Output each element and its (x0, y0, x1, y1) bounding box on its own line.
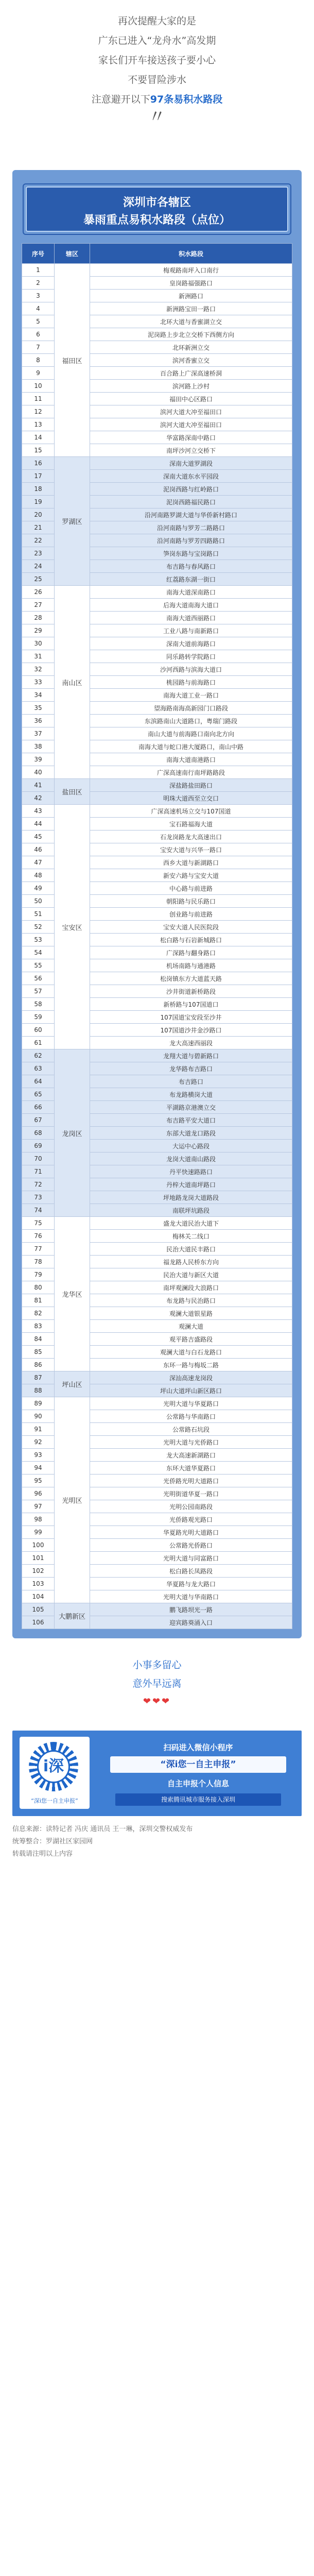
row-index: 61 (22, 1037, 55, 1049)
intro-line-4: 不要冒险涉水 (127, 74, 186, 86)
road-cell: 龙翔大道与碧新路口 (90, 1049, 292, 1062)
row-index: 18 (22, 483, 55, 496)
row-index: 42 (22, 792, 55, 805)
row-index: 16 (22, 457, 55, 470)
row-index: 102 (22, 1565, 55, 1578)
road-cell: 梅林关二线口 (90, 1230, 292, 1243)
row-index: 10 (22, 380, 55, 393)
road-cell: 平湖路京港澳立交 (90, 1101, 292, 1114)
row-index: 52 (22, 921, 55, 934)
road-cell: 深南大道东水平园段 (90, 470, 292, 483)
quote-mark-icon: 〃 (148, 107, 166, 127)
promo-line-2: “深i您一自主申报” (110, 1756, 286, 1773)
road-cell: 南坪观澜段大浪路口 (90, 1281, 292, 1294)
row-index: 79 (22, 1268, 55, 1281)
row-index: 103 (22, 1578, 55, 1590)
hearts-icon: ❤❤❤ (143, 1696, 171, 1707)
road-cell: 坪地路龙岗大道路段 (90, 1191, 292, 1204)
row-index: 62 (22, 1049, 55, 1062)
row-index: 99 (22, 1526, 55, 1539)
road-cell: 南山大道与前海路口南向北方向 (90, 727, 292, 740)
row-index: 68 (22, 1127, 55, 1140)
road-cell: 西乡大道与新湖路口 (90, 856, 292, 869)
row-index: 37 (22, 727, 55, 740)
row-index: 95 (22, 1475, 55, 1487)
road-cell: 宝安大道与兴华一路口 (90, 843, 292, 856)
row-index: 35 (22, 702, 55, 715)
table-row (22, 1371, 292, 1384)
district-cell: 罗湖区 (55, 457, 90, 586)
district-cell: 宝安区 (55, 805, 90, 1049)
row-index: 53 (22, 934, 55, 946)
road-cell: 东环大道华夏路口 (90, 1462, 292, 1475)
row-index: 96 (22, 1487, 55, 1500)
row-index: 26 (22, 586, 55, 599)
row-index: 67 (22, 1114, 55, 1127)
road-cell: 后海大道南海大道口 (90, 599, 292, 612)
district-cell: 龙岗区 (55, 1049, 90, 1217)
intro-section (0, 0, 314, 170)
table-row (22, 264, 292, 277)
road-cell: 松白路与石岩新城路口 (90, 934, 292, 946)
row-index: 36 (22, 715, 55, 727)
footer-note: 转载请注明以上内容 (12, 1850, 73, 1858)
road-cell: 南联坪坑路段 (90, 1204, 292, 1217)
row-index: 72 (22, 1178, 55, 1191)
footer-source: 信息来源：读特记者 冯庆 通讯员 王一琳，深圳交警权威发布 (12, 1825, 193, 1833)
row-index: 46 (22, 843, 55, 856)
row-index: 38 (22, 740, 55, 753)
road-cell: 公常路石坑段 (90, 1423, 292, 1436)
row-index: 54 (22, 946, 55, 959)
road-cell: 滨河大道大冲至福田口 (90, 405, 292, 418)
district-cell: 盐田区 (55, 779, 90, 805)
road-cell: 华夏路光明大道路口 (90, 1526, 292, 1539)
row-index: 21 (22, 521, 55, 534)
road-cell: 南海大道与蛇口港大厦路口，南山中路 (90, 740, 292, 753)
row-index: 4 (22, 302, 55, 315)
row-index: 5 (22, 315, 55, 328)
road-cell: 福田中心区路口 (90, 393, 292, 405)
road-cell: 新洲路口 (90, 290, 292, 302)
row-index: 25 (22, 573, 55, 586)
card-header (26, 187, 288, 232)
table-row (22, 457, 292, 470)
road-cell: 松岗镇东方大道蓝天路 (90, 972, 292, 985)
road-cell: 泥岗路上步北立交桥下西侧方向 (90, 328, 292, 341)
intro-line-2: 广东已进入“龙舟水”高发期 (98, 35, 216, 46)
promo-line-1: 扫码进入微信小程序 (163, 1743, 233, 1752)
row-index: 50 (22, 895, 55, 908)
road-cell: 龙岗大道南山路段 (90, 1153, 292, 1165)
intro-line-3: 家长们开车接送孩子要小心 (98, 55, 216, 66)
promo-text (100, 1731, 296, 1816)
road-cell: 宝安大道人民医院段 (90, 921, 292, 934)
row-index: 57 (22, 985, 55, 998)
road-cell: 盛龙大道民治大道下 (90, 1217, 292, 1230)
road-cell: 丹梓大道南坪路口 (90, 1178, 292, 1191)
row-index: 12 (22, 405, 55, 418)
road-cell: 布吉路平安大道口 (90, 1114, 292, 1127)
card-title-2: 暴雨重点易积水路段（点位） (83, 214, 231, 227)
road-cell: 东环一路与梅坂二路 (90, 1359, 292, 1371)
row-index: 91 (22, 1423, 55, 1436)
row-index: 76 (22, 1230, 55, 1243)
row-index: 97 (22, 1500, 55, 1513)
road-cell: 布龙路与民治路口 (90, 1294, 292, 1307)
road-cell: 明珠大道西至立交口 (90, 792, 292, 805)
row-index: 43 (22, 805, 55, 818)
road-cell: 东部大道龙口路段 (90, 1127, 292, 1140)
row-index: 7 (22, 341, 55, 354)
road-cell: 光明大道与光侨路口 (90, 1436, 292, 1449)
row-index: 9 (22, 367, 55, 380)
road-cell: 南坪沙河立交桥下 (90, 444, 292, 457)
outro-section (0, 1638, 314, 1707)
row-index: 24 (22, 560, 55, 573)
row-index: 70 (22, 1153, 55, 1165)
road-cell: 泥岗西路与红岭路口 (90, 483, 292, 496)
road-cell: 观澜大道 (90, 1320, 292, 1333)
road-cell: 观澜大道与白石龙路口 (90, 1346, 292, 1359)
district-cell: 龙华区 (55, 1217, 90, 1371)
road-cell: 东滨路南山大道路口，粤瑞门路段 (90, 715, 292, 727)
road-cell: 工业八路与南新路口 (90, 624, 292, 637)
table-row (22, 1603, 292, 1616)
road-cell: 华富路深南中路口 (90, 431, 292, 444)
row-index: 19 (22, 496, 55, 509)
road-cell: 松白路长凤路段 (90, 1565, 292, 1578)
intro-highlight: 97条易积水路段 (150, 94, 223, 105)
road-cell: 107国道宝安段至沙井 (90, 1011, 292, 1024)
row-index: 3 (22, 290, 55, 302)
road-cell: 观澜大道银星路 (90, 1307, 292, 1320)
road-cell: 新桥路与107国道口 (90, 998, 292, 1011)
road-cell: 深南大道前海路口 (90, 637, 292, 650)
road-cell: 梅观路南坪入口南行 (90, 264, 292, 277)
table-row (22, 779, 292, 792)
road-cell: 石龙岗路龙大高速出口 (90, 831, 292, 843)
road-cell: 沿河南路与罗芳二路路口 (90, 521, 292, 534)
road-cell: 笋岗东路与宝岗路口 (90, 547, 292, 560)
promo-line-3: 自主申报个人信息 (167, 1779, 229, 1788)
road-cell: 光侨路光明大道路口 (90, 1475, 292, 1487)
road-cell: 民治大道民丰路口 (90, 1243, 292, 1256)
road-cell: 丹平快速路路口 (90, 1165, 292, 1178)
row-index: 63 (22, 1062, 55, 1075)
road-cell: 皇岗路福强路口 (90, 277, 292, 290)
row-index: 22 (22, 534, 55, 547)
row-index: 84 (22, 1333, 55, 1346)
outro-line-1: 小事多留心 (132, 1659, 182, 1671)
row-index: 71 (22, 1165, 55, 1178)
road-cell: 光明大道与华夏路口 (90, 1397, 292, 1410)
row-index: 8 (22, 354, 55, 367)
row-index: 56 (22, 972, 55, 985)
road-cell: 望海路南海高新园门口路段 (90, 702, 292, 715)
district-cell: 坪山区 (55, 1371, 90, 1397)
row-index: 106 (22, 1616, 55, 1629)
road-cell: 光侨路观光路口 (90, 1513, 292, 1526)
road-cell: 大运中心路段 (90, 1140, 292, 1153)
road-cell: 百合路上广深高速桥洞 (90, 367, 292, 380)
row-index: 85 (22, 1346, 55, 1359)
row-index: 17 (22, 470, 55, 483)
road-cell: 新安六路与宝安大道 (90, 869, 292, 882)
road-cell: 观平路吉盛路段 (90, 1333, 292, 1346)
table-row (22, 586, 292, 599)
row-index: 94 (22, 1462, 55, 1475)
table-header-row (22, 244, 292, 264)
road-cell: 深盐路盐田路口 (90, 779, 292, 792)
road-cell: 布龙路横岗大道 (90, 1088, 292, 1101)
row-index: 27 (22, 599, 55, 612)
card-title-1: 深圳市各辖区 (123, 196, 191, 209)
road-cell: 沿河南路与罗芳四路路口 (90, 534, 292, 547)
promo-banner[interactable] (12, 1731, 302, 1816)
outro-line-2: 意外早远离 (132, 1678, 182, 1689)
row-index: 64 (22, 1075, 55, 1088)
row-index: 40 (22, 766, 55, 779)
header-district: 辖区 (55, 244, 90, 264)
road-cell: 南海大道南港路口 (90, 753, 292, 766)
row-index: 33 (22, 676, 55, 689)
intro-line-1: 再次提醒大家的是 (117, 15, 196, 27)
row-index: 104 (22, 1590, 55, 1603)
footer (12, 1823, 302, 1860)
row-index: 58 (22, 998, 55, 1011)
qr-logo-icon: i深 (37, 1750, 70, 1783)
road-cell: 泥岗西路福民路口 (90, 496, 292, 509)
road-cell: 光明大道与华南路口 (90, 1590, 292, 1603)
road-cell: 机场南路与通港路 (90, 959, 292, 972)
district-cell: 南山区 (55, 586, 90, 779)
road-cell: 广深路与翻身路口 (90, 946, 292, 959)
road-cell: 龙大高速西丽段 (90, 1037, 292, 1049)
road-cell: 广深高速机场立交与107国道 (90, 805, 292, 818)
row-index: 14 (22, 431, 55, 444)
road-cell: 桃园路与前海路口 (90, 676, 292, 689)
row-index: 100 (22, 1539, 55, 1552)
road-cell: 龙华路布吉路口 (90, 1062, 292, 1075)
header-index: 序号 (22, 244, 55, 264)
row-index: 81 (22, 1294, 55, 1307)
row-index: 73 (22, 1191, 55, 1204)
table-row (22, 805, 292, 818)
road-cell: 107国道沙井金沙路口 (90, 1024, 292, 1037)
road-cell: 华夏路与龙大路口 (90, 1578, 292, 1590)
row-index: 65 (22, 1088, 55, 1101)
district-cell: 大鹏新区 (55, 1603, 90, 1629)
table-row (22, 1217, 292, 1230)
row-index: 83 (22, 1320, 55, 1333)
table-row (22, 1397, 292, 1410)
road-cell: 朝阳路与民乐路口 (90, 895, 292, 908)
row-index: 80 (22, 1281, 55, 1294)
row-index: 29 (22, 624, 55, 637)
row-index: 47 (22, 856, 55, 869)
row-index: 48 (22, 869, 55, 882)
row-index: 51 (22, 908, 55, 921)
row-index: 75 (22, 1217, 55, 1230)
row-index: 86 (22, 1359, 55, 1371)
row-index: 77 (22, 1243, 55, 1256)
qr-caption: “深i您一自主申报” (31, 1798, 78, 1804)
row-index: 28 (22, 612, 55, 624)
road-cell: 沙井街道新桥路段 (90, 985, 292, 998)
road-cell: 南海大道西丽路口 (90, 612, 292, 624)
road-cell: 同乐路转学院路口 (90, 650, 292, 663)
road-cell: 滨河路上沙村 (90, 380, 292, 393)
road-cell: 布吉路与春风路口 (90, 560, 292, 573)
row-index: 60 (22, 1024, 55, 1037)
row-index: 74 (22, 1204, 55, 1217)
row-index: 59 (22, 1011, 55, 1024)
row-index: 44 (22, 818, 55, 831)
row-index: 93 (22, 1449, 55, 1462)
road-cell: 迎宾路葵涌入口 (90, 1616, 292, 1629)
row-index: 6 (22, 328, 55, 341)
row-index: 39 (22, 753, 55, 766)
road-cell: 光明街道华夏一路口 (90, 1487, 292, 1500)
row-index: 88 (22, 1384, 55, 1397)
intro-prefix: 注意避开以下 (91, 94, 150, 105)
road-cell: 南海大道工业一路口 (90, 689, 292, 702)
row-index: 15 (22, 444, 55, 457)
row-index: 20 (22, 509, 55, 521)
waterlogging-card (12, 170, 302, 1638)
road-cell: 南海大道深南路口 (90, 586, 292, 599)
road-cell: 光明大道与同富路口 (90, 1552, 292, 1565)
table-row (22, 1049, 292, 1062)
row-index: 98 (22, 1513, 55, 1526)
row-index: 105 (22, 1603, 55, 1616)
row-index: 66 (22, 1101, 55, 1114)
row-index: 30 (22, 637, 55, 650)
road-cell: 新洲路宝田一路口 (90, 302, 292, 315)
road-cell: 滨河香蜜立交 (90, 354, 292, 367)
road-cell: 创业路与前进路 (90, 908, 292, 921)
road-cell: 公常路光侨路口 (90, 1539, 292, 1552)
road-cell: 公常路与华南路口 (90, 1410, 292, 1423)
row-index: 1 (22, 264, 55, 277)
road-cell: 布吉路口 (90, 1075, 292, 1088)
row-index: 2 (22, 277, 55, 290)
road-cell: 深汕高速龙岗段 (90, 1371, 292, 1384)
district-cell: 福田区 (55, 264, 90, 457)
qr-code[interactable] (20, 1737, 90, 1809)
row-index: 34 (22, 689, 55, 702)
row-index: 23 (22, 547, 55, 560)
road-cell: 坪山大道坪山新区路口 (90, 1384, 292, 1397)
row-index: 69 (22, 1140, 55, 1153)
row-index: 78 (22, 1256, 55, 1268)
row-index: 55 (22, 959, 55, 972)
road-cell: 北环新洲立交 (90, 341, 292, 354)
road-cell: 鹏飞路坝光一路 (90, 1603, 292, 1616)
footer-editor: 统筹整合：罗湖社区家园网 (12, 1838, 93, 1845)
road-cell: 福龙路人民桥东方向 (90, 1256, 292, 1268)
header-road: 积水路段 (90, 244, 292, 264)
road-cell: 光明公园南路段 (90, 1500, 292, 1513)
row-index: 90 (22, 1410, 55, 1423)
row-index: 87 (22, 1371, 55, 1384)
row-index: 82 (22, 1307, 55, 1320)
row-index: 49 (22, 882, 55, 895)
road-cell: 宝石路福海大道 (90, 818, 292, 831)
road-cell: 广深高速南行南坪路路段 (90, 766, 292, 779)
road-cell: 沿河南路罗湖大道与华侨新村路口 (90, 509, 292, 521)
row-index: 32 (22, 663, 55, 676)
row-index: 41 (22, 779, 55, 792)
promo-line-4: 搜索腾讯城市服务接入深圳 (115, 1793, 281, 1806)
row-index: 13 (22, 418, 55, 431)
road-cell: 中心路与前进路 (90, 882, 292, 895)
district-cell: 光明区 (55, 1397, 90, 1603)
row-index: 11 (22, 393, 55, 405)
road-cell: 龙大高速新湖路口 (90, 1449, 292, 1462)
road-cell: 沙河西路与滨海大道口 (90, 663, 292, 676)
row-index: 31 (22, 650, 55, 663)
row-index: 45 (22, 831, 55, 843)
waterlogging-table (22, 243, 292, 1629)
road-cell: 民治大道与新区大道 (90, 1268, 292, 1281)
row-index: 92 (22, 1436, 55, 1449)
road-cell: 滨河大道大冲至福田口 (90, 418, 292, 431)
row-index: 89 (22, 1397, 55, 1410)
row-index: 101 (22, 1552, 55, 1565)
road-cell: 深南大道罗湖段 (90, 457, 292, 470)
road-cell: 北环大道与香蜜湖立交 (90, 315, 292, 328)
road-cell: 红荔路东湖一街口 (90, 573, 292, 586)
